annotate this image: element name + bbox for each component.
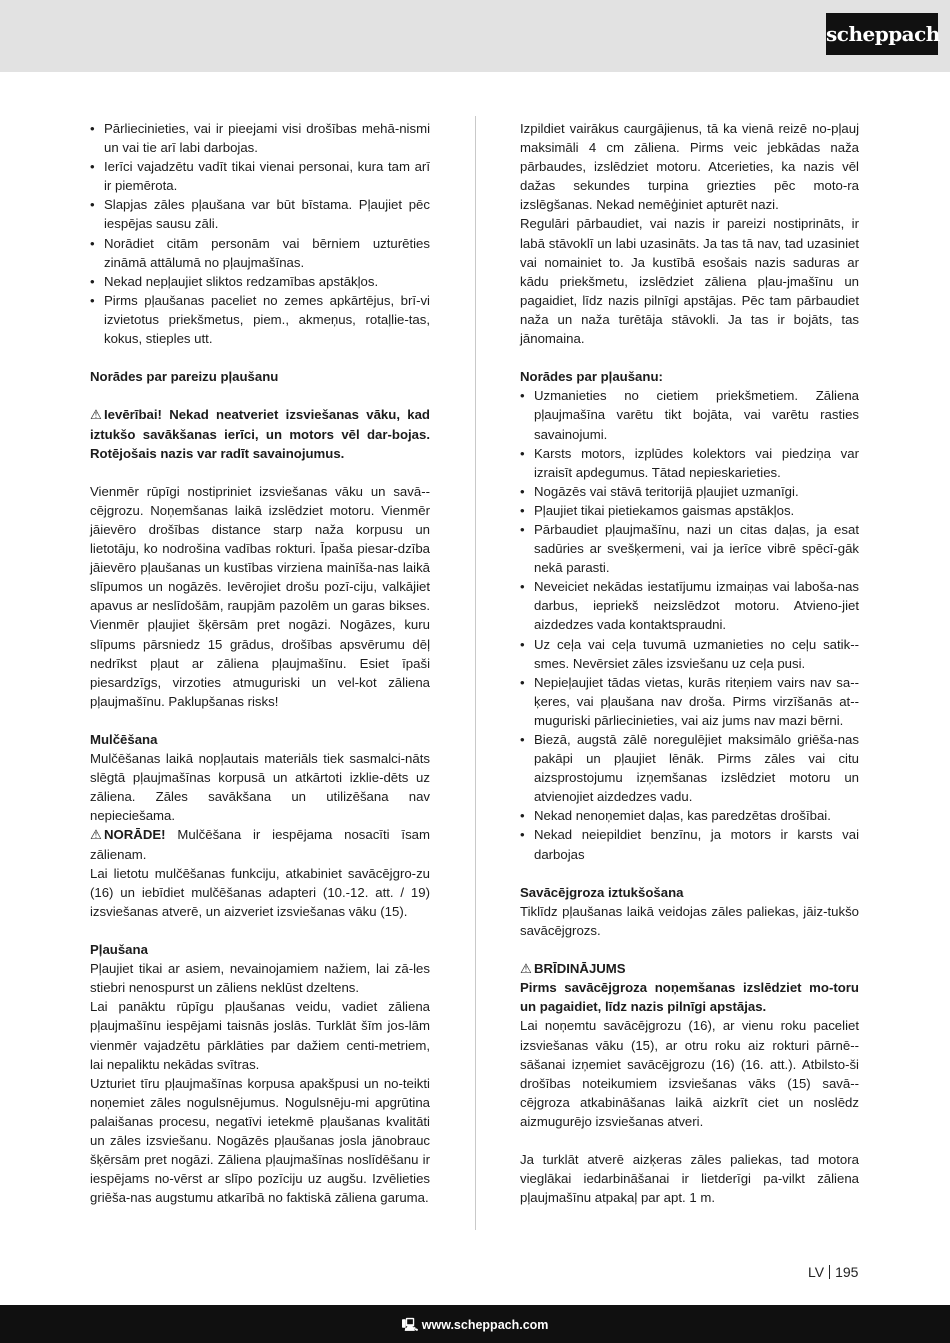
page-number: [808, 1264, 858, 1280]
warning-heading-text: BRĪDINĀJUMS: [534, 961, 626, 977]
paragraph: Izpildiet vairākus caurgājienus, tā ka vienā reizē no-pļauj maksimāli 4 cm zāliena. Pirms veic jebkādas naža pārbaudes, izslēdziet motoru. Atcerieties, ka nazis vēl dažas sekundes turpina griezties pēc moto-ra izslēgšanas. Nekad nemēģiniet apturēt nazi.: [520, 121, 859, 213]
paragraph: Mulčēšanas laikā nopļautais materiāls tiek sasmalci-nāts slēgtā pļaujmašīnas korpusā un atkārtoti izklie-dēts uz zāliena. Zāles savākšana un utilizēšana nav nepieciešama.: [90, 751, 430, 824]
footer-url: [0, 1316, 950, 1337]
warning-text: Ievērībai! Nekad neatveriet izsviešanas vāku, kad iztukšo savākšanas ierīci, un motors vēl dar-bojas. Rotējošais nazis var radīt savainojumus.: [90, 407, 430, 461]
safety-bullet-list: [90, 119, 430, 348]
paragraph: Lai panāktu rūpīgu pļaušanas veidu, vadiet zāliena pļaujmašīnu iespējami taisnās joslās. Turklāt šīm jos-lām vienmēr vajadzētu pārklāties par dažiem centi-metriem, lai nepaliktu nekādas svītras.: [90, 999, 430, 1072]
paragraph: Uzturiet tīru pļaujmašīnas korpusa apakšpusi un no-teikti noņemiet zāles nogulsnējumus. Nogulsnēju-mi apgrūtina palaišanas procesu, negatīvi ietekmē pļaušanas kvalitāti un zāles izsviešanu. Nogāzēs pļaušanas josla jānobrauc šķērsām pret nogāzi. Zāliena pļaujmašīnas noslīdēšanu ir iespējams no-vērst ar slīpo pozīciju uz augšu. Izvēlieties griēša-nas augstumu atkarībā no faktiskā zāliena garuma.: [90, 1075, 430, 1206]
paragraph: Pļaujiet tikai ar asiem, nevainojamiem nažiem, lai zā-les stiebri nenospurst un zāliens neklūst dzeltens.: [90, 961, 430, 996]
warning-icon: ⚠: [90, 407, 102, 423]
page-number-value: 195: [835, 1264, 859, 1280]
list-item: • Uz ceļa vai ceļa tuvumā uzmanieties no ceļu satik-smes. Nevērsiet zāles izsviešanu uz ceļa pusi.: [520, 635, 859, 673]
paragraph: Lai lietotu mulčēšanas funkciju, atkabiniet savācējgro-zu (16) un iebīdiet mulčēšanas adapteri (10.-12. att. / 19) izsviešanas atverē, un aizveriet izsviešanas vāku (15).: [90, 865, 430, 919]
list-item: • Neveiciet nekādas iestatījumu izmaiņas vai laboša-nas darbus, iepriekš neizslēdzot motoru. Atvieno-jiet aizdedzes vada kontaktspraudni.: [520, 577, 859, 634]
list-item: • Norādiet citām personām vai bērniem uzturēties zināmā attālumā no pļaujmašīnas.: [90, 234, 430, 272]
header-bar: [0, 0, 950, 72]
paragraph: Vienmēr rūpīgi nostipriniet izsviešanas vāku un savā-cējgrozu. Noņemšanas laikā izslēdziet motoru. Vienmēr jāievēro drošības distance starp naža korpusu un lietotāju, ko nodrošina vadības rokturi. Īpaša piesar-dzība jāievēro pļaušanas un kustības virziena mainīša-nas laikā slīpumos un nogāzēs. Ievērojiet drošu pozī-ciju, valkājiet apavus ar neslīdošām, raupjām pazolēm un garas bikses. Vienmēr pļaujiet šķērsām pret nogāzi. Nogāzes, kuru slīpums pārsniedz 15 grādus, drošības apsvērumu dēļ nedrīkst pļaut ar zāliena pļaujmašīnu. Esiet īpaši piesardzīgs, virzoties atmuguriski un vel-kot zāliena pļaujmašīnu. Paklupšanas risks!: [90, 483, 430, 709]
list-item: • Karsts motors, izplūdes kolektors vai piedziņa var izraisīt apdegumus. Tātad nepieskarieties.: [520, 444, 859, 482]
separator: [829, 1265, 830, 1279]
list-item: • Uzmanieties no cietiem priekšmetiem. Zāliena pļaujmašīna varētu tikt bojāta, vai varētu rasties savainojumi.: [520, 386, 859, 443]
warning-text: Pirms savācējgroza noņemšanas izslēdziet mo-toru un pagaidiet, līdz nazis pilnīgi apstājas.: [520, 980, 859, 1015]
paragraph: Regulāri pārbaudiet, vai nazis ir pareizi nostiprināts, ir labā stāvoklī un labi uzasināts. Ja tas tā nav, tad uzasiniet vai nomainiet to. Ja kustībā esošais nazis saduras ar kādu priekšmetu, izslēdziet zāliena pļau-jmašīnu un pagaidiet, līdz nazis pilnīgi apstājas. Pēc tam pārbaudiet naža un naža turētāja stāvokli. Ja tas ir bojāts, tas jānomaina.: [520, 216, 859, 347]
language-code: LV: [808, 1264, 825, 1280]
list-item: • Slapjas zāles pļaušana var būt bīstama. Pļaujiet pēc iespējas sausu zāli.: [90, 195, 430, 233]
list-item: • Nekad nepļaujiet sliktos redzamības apstākļos.: [90, 272, 430, 291]
list-item: • Biezā, augstā zālē noregulējiet maksimālo griēša-nas pakāpi un pļaujiet lēnāk. Pirms zāles vai citu aizsprostojumu izņemšanas izslēdziet motoru un atvienojiet aizdedzes vadu.: [520, 730, 859, 806]
section-heading-mowing: Pļaušana: [90, 942, 148, 958]
mowing-notes-list: [520, 386, 859, 863]
section-heading-mowing-notes: Norādes par pļaušanu:: [520, 369, 663, 385]
left-column: [90, 119, 430, 1207]
list-item: • Pirms pļaušanas paceliet no zemes apkārtējus, brī-vi izvietotus priekšmetus, piem., akmeņus, rotaļlie-tas, kokus, stieples utt.: [90, 291, 430, 348]
list-item: • Nekad nenoņemiet daļas, kas paredzētas drošībai.: [520, 806, 859, 825]
list-item: • Ierīci vajadzētu vadīt tikai vienai personai, kura tam arī ir piemērota.: [90, 157, 430, 195]
list-item: • Nekad neiepildiet benzīnu, ja motors ir karsts vai darbojas: [520, 825, 859, 863]
warning-heading: [520, 959, 859, 978]
list-item: • Pļaujiet tikai pietiekamos gaismas apstākļos.: [520, 501, 859, 520]
paragraph: Tiklīdz pļaušanas laikā veidojas zāles paliekas, jāiz-tukšo savācējgrozs.: [520, 903, 859, 938]
paragraph: Lai noņemtu savācējgrozu (16), ar vienu roku paceliet izsviešanas vāku (15), ar otru roku aiz rokturi pārnē-sāšanai izņemiet savācējgrozu (16) (16. att.). Atbilsto-ši drošības noteikumiem izsviešanas vāks (15) savā-cējgroza atkabināšanas laikā aizkrīt ciet un noslēdz aizmugurējo izsviešanas atveri.: [520, 1018, 859, 1129]
section-heading-emptying: Savācējgroza iztukšošana: [520, 884, 684, 900]
list-item: • Nogāzēs vai stāvā teritorijā pļaujiet uzmanīgi.: [520, 482, 859, 501]
note-text: Mulčēšana ir iespējama nosacīti īsam zālienam.: [90, 827, 430, 862]
section-heading-mulching: Mulčēšana: [90, 732, 158, 747]
paragraph: Ja turklāt atverē aizķeras zāles paliekas, tad motora vieglākai iedarbināšanai ir lietderīgi pa-vilkt zāliena pļaujmašīnu atpakaļ par apt. 1 m.: [520, 1152, 859, 1206]
note-block: [90, 825, 430, 863]
footer-bar: [0, 1305, 950, 1343]
right-column: [520, 119, 859, 1207]
warning-icon: ⚠: [520, 961, 532, 977]
monitor-icon: 🖳: [401, 1318, 419, 1332]
warning-icon: ⚠: [90, 827, 102, 843]
list-item: • Pārbaudiet pļaujmašīnu, nazi un citas daļas, ja esat sadūries ar svešķermeni, vai ja ierīce vibrē spēcī-gāk nekā parasti.: [520, 520, 859, 577]
list-item: • Pārliecinieties, vai ir pieejami visi drošības mehā-nismi un vai tie arī labi darbojas.: [90, 119, 430, 157]
column-divider: [475, 116, 476, 1230]
warning-block: [90, 405, 430, 462]
list-item: • Nepieļaujiet tādas vietas, kurās riteņiem vairs nav sa-ķeres, vai pļaušana nav droša. Pirms virzīšanās at-muguriski pārliecinieties, vai aiz jums nav mazi bērni.: [520, 673, 859, 730]
section-heading-correct-mowing: Norādes par pareizu pļaušanu: [90, 369, 279, 385]
note-label: NORĀDE!: [104, 827, 166, 843]
brand-logo: scheppach: [826, 13, 938, 55]
website-link: www.scheppach.com: [421, 1318, 549, 1332]
